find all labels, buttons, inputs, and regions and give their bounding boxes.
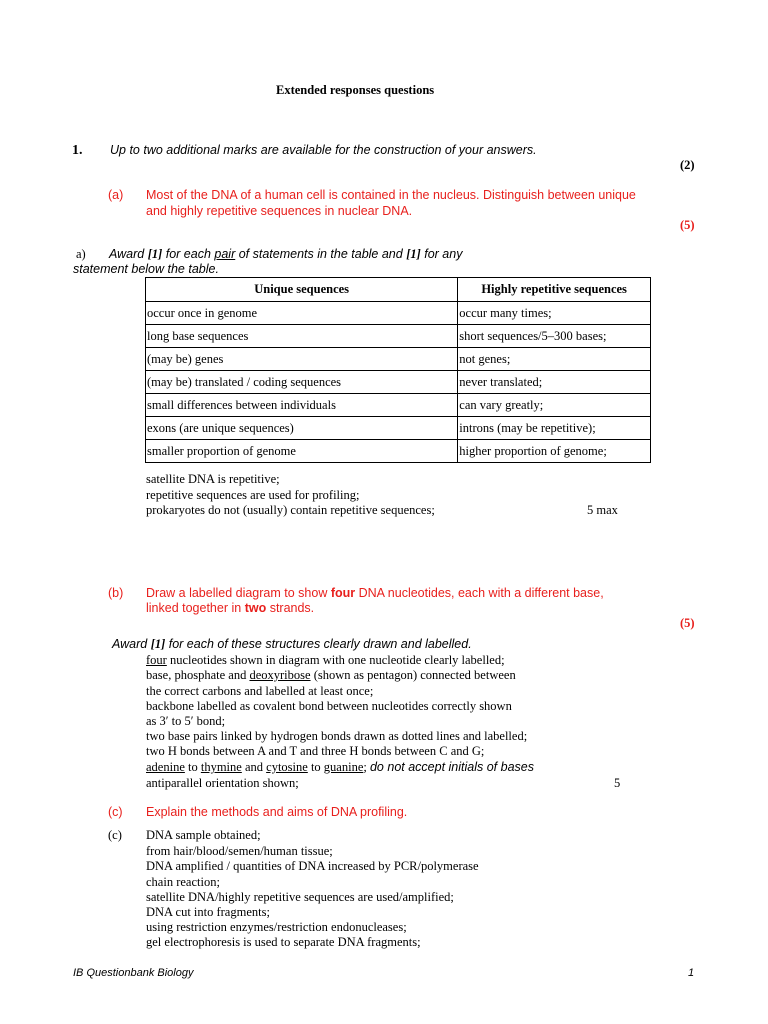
table-cell: never translated;	[458, 371, 651, 394]
part-c-line-8: gel electrophoresis is used to separate DNA fragments;	[146, 935, 421, 949]
table-cell: (may be) genes	[146, 348, 458, 371]
table-header-repetitive: Highly repetitive sequences	[458, 278, 651, 302]
part-c-line-6: DNA cut into fragments;	[146, 905, 270, 919]
question-number: 1.	[72, 143, 83, 158]
table-row	[146, 302, 651, 325]
part-b-line-6: two base pairs linked by hydrogen bonds drawn as dotted lines and labelled;	[146, 729, 528, 743]
table-row	[146, 417, 651, 440]
part-a-extra-2: repetitive sequences are used for profiling;	[146, 488, 360, 502]
sequence-comparison-table	[145, 277, 651, 463]
part-a-answer-label: a)	[76, 247, 86, 261]
part-c-question: Explain the methods and aims of DNA profiling.	[146, 805, 408, 819]
part-b-label: (b)	[108, 586, 124, 600]
table-row	[146, 371, 651, 394]
intro-marks: (2)	[680, 158, 695, 172]
part-b-line-8: adenine to thymine and cytosine to guanine; do not accept initials of bases	[146, 760, 534, 774]
table-cell: not genes;	[458, 348, 651, 371]
table-cell: occur many times;	[458, 302, 651, 325]
part-a-marks: (5)	[680, 218, 695, 232]
table-cell: occur once in genome	[146, 302, 458, 325]
part-c-line-2: from hair/blood/semen/human tissue;	[146, 844, 333, 858]
part-a-award-line1: Award [1] for each pair of statements in the table and [1] for any	[109, 247, 463, 261]
part-b-line-4: backbone labelled as covalent bond between nucleotides correctly shown	[146, 699, 512, 713]
table-row	[146, 348, 651, 371]
part-c-line-3: DNA amplified / quantities of DNA increased by PCR/polymerase	[146, 859, 479, 873]
table-cell: higher proportion of genome;	[458, 440, 651, 463]
footer-page-number: 1	[688, 967, 695, 979]
table-cell: small differences between individuals	[146, 394, 458, 417]
part-c-line-4: chain reaction;	[146, 875, 220, 889]
part-c-line-5: satellite DNA/highly repetitive sequences are used/amplified;	[146, 890, 454, 904]
part-a-max: 5 max	[587, 503, 618, 517]
part-b-question-line2: linked together in two strands.	[146, 601, 315, 615]
part-b-line-7: two H bonds between A and T and three H bonds between C and G;	[146, 744, 485, 758]
table-cell: exons (are unique sequences)	[146, 417, 458, 440]
part-c-answer-label: (c)	[108, 828, 122, 842]
part-c-line-1: DNA sample obtained;	[146, 828, 261, 842]
part-b-line-5: as 3′ to 5′ bond;	[146, 714, 226, 728]
intro-text: Up to two additional marks are available for the construction of your answers.	[110, 143, 537, 157]
table-row	[146, 440, 651, 463]
part-a-question-line1: Most of the DNA of a human cell is contained in the nucleus. Distinguish between unique	[146, 188, 636, 202]
part-b-line-3: the correct carbons and labelled at least once;	[146, 684, 374, 698]
table-cell: introns (may be repetitive);	[458, 417, 651, 440]
table-header-unique: Unique sequences	[146, 278, 458, 302]
part-b-score: 5	[614, 776, 621, 790]
part-a-extra-1: satellite DNA is repetitive;	[146, 472, 280, 486]
table-cell: smaller proportion of genome	[146, 440, 458, 463]
table-header-row	[146, 278, 651, 302]
footer-source: IB Questionbank Biology	[73, 967, 194, 979]
part-c-label: (c)	[108, 805, 123, 819]
part-a-question-line2: and highly repetitive sequences in nuclear DNA.	[146, 204, 413, 218]
page-title: Extended responses questions	[276, 83, 435, 97]
part-b-line-1: four nucleotides shown in diagram with one nucleotide clearly labelled;	[146, 653, 505, 667]
part-a-label: (a)	[108, 188, 124, 202]
table-cell: can vary greatly;	[458, 394, 651, 417]
table-row	[146, 325, 651, 348]
table-cell: long base sequences	[146, 325, 458, 348]
table-row	[146, 394, 651, 417]
part-a-extra-3: prokaryotes do not (usually) contain repetitive sequences;	[146, 503, 435, 517]
part-b-line-9: antiparallel orientation shown;	[146, 776, 299, 790]
part-b-line-2: base, phosphate and deoxyribose (shown as pentagon) connected between	[146, 668, 516, 682]
part-b-marks: (5)	[680, 616, 695, 630]
part-b-question-line1: Draw a labelled diagram to show four DNA nucleotides, each with a different base,	[146, 586, 604, 600]
part-c-line-7: using restriction enzymes/restriction endonucleases;	[146, 920, 407, 934]
part-a-award-line2: statement below the table.	[73, 262, 219, 276]
part-b-award: Award [1] for each of these structures clearly drawn and labelled.	[112, 637, 472, 651]
table-cell: (may be) translated / coding sequences	[146, 371, 458, 394]
table-cell: short sequences/5–300 bases;	[458, 325, 651, 348]
